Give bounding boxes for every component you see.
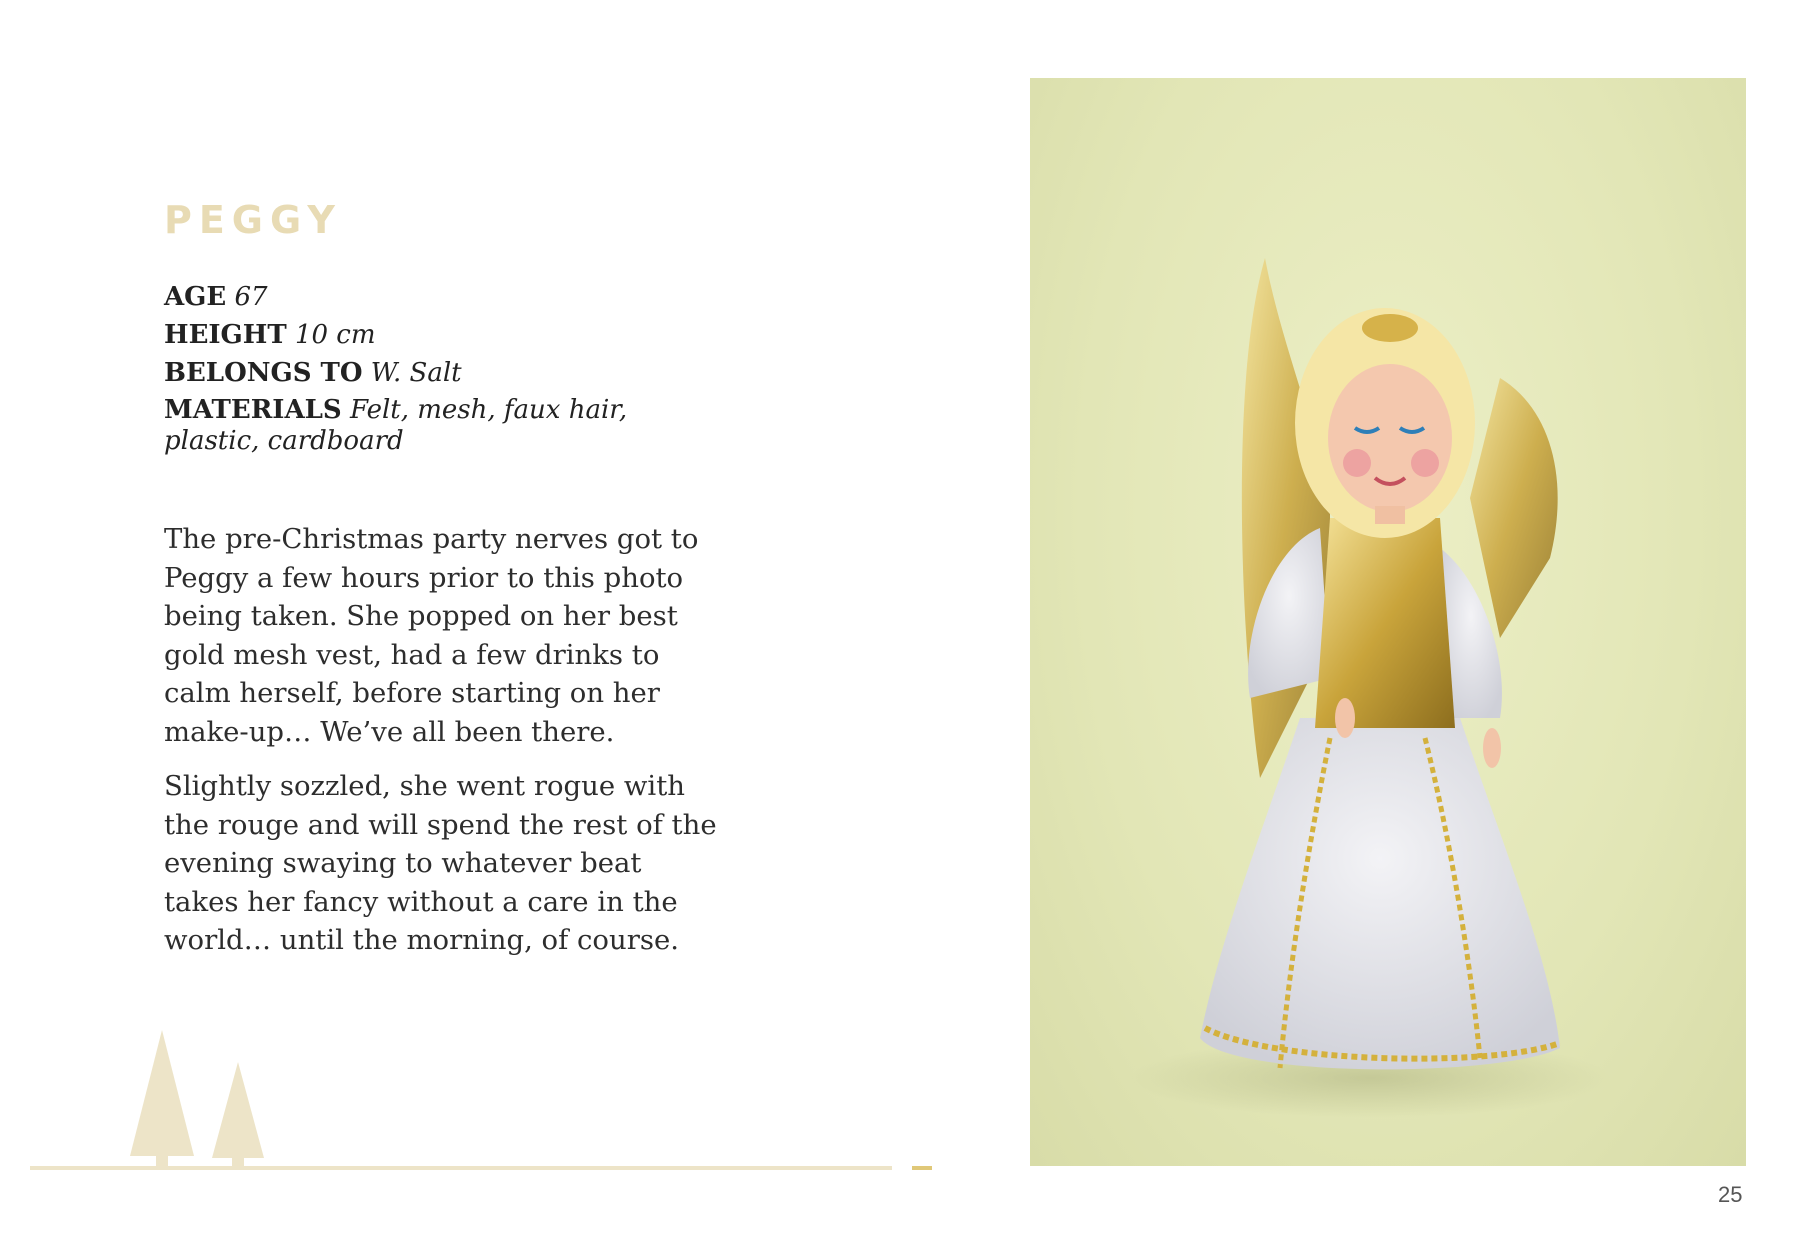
ground-line — [30, 1166, 892, 1170]
short-tree-icon — [212, 1062, 264, 1158]
tree-decoration — [30, 1030, 950, 1180]
gold-vest — [1315, 518, 1455, 728]
doll-photo — [1030, 78, 1746, 1166]
angel-doll-illustration — [1030, 78, 1746, 1166]
age-row — [164, 278, 684, 316]
belongs-label: BELONGS TO — [164, 358, 363, 388]
entry-title: PEGGY — [164, 198, 342, 242]
entry-details — [164, 278, 684, 457]
belongs-row — [164, 354, 684, 392]
paragraph-2: Slightly sozzled, she went rogue with the rouge and will spend the rest of the evening swaying to whatever beat takes her fancy without a care in the world… until the morning, of course. — [164, 770, 717, 956]
entry-description — [164, 520, 724, 976]
ground-line-end — [912, 1166, 932, 1170]
height-label: HEIGHT — [164, 320, 287, 350]
tall-tree-icon — [130, 1030, 194, 1156]
materials-row — [164, 395, 684, 457]
right-wing — [1470, 378, 1558, 638]
height-value: 10 cm — [294, 320, 376, 350]
doll-face — [1328, 364, 1452, 512]
height-row — [164, 316, 684, 354]
left-wing — [1242, 258, 1330, 778]
felt-skirt — [1200, 718, 1560, 1069]
crown — [1362, 314, 1418, 342]
paragraph-1: The pre-Christmas party nerves got to Peggy a few hours prior to this photo being taken. She popped on her best gold mesh vest, had a few drinks to calm herself, before starting on her make-up… We’ve all been there. — [164, 523, 699, 748]
age-label: AGE — [164, 282, 227, 312]
materials-label: MATERIALS — [164, 395, 342, 425]
page-number: 25 — [1718, 1182, 1743, 1207]
belongs-value: W. Salt — [370, 358, 462, 388]
age-value: 67 — [234, 282, 268, 312]
materials-value: Felt, mesh, faux hair, plastic, cardboard — [164, 395, 628, 456]
